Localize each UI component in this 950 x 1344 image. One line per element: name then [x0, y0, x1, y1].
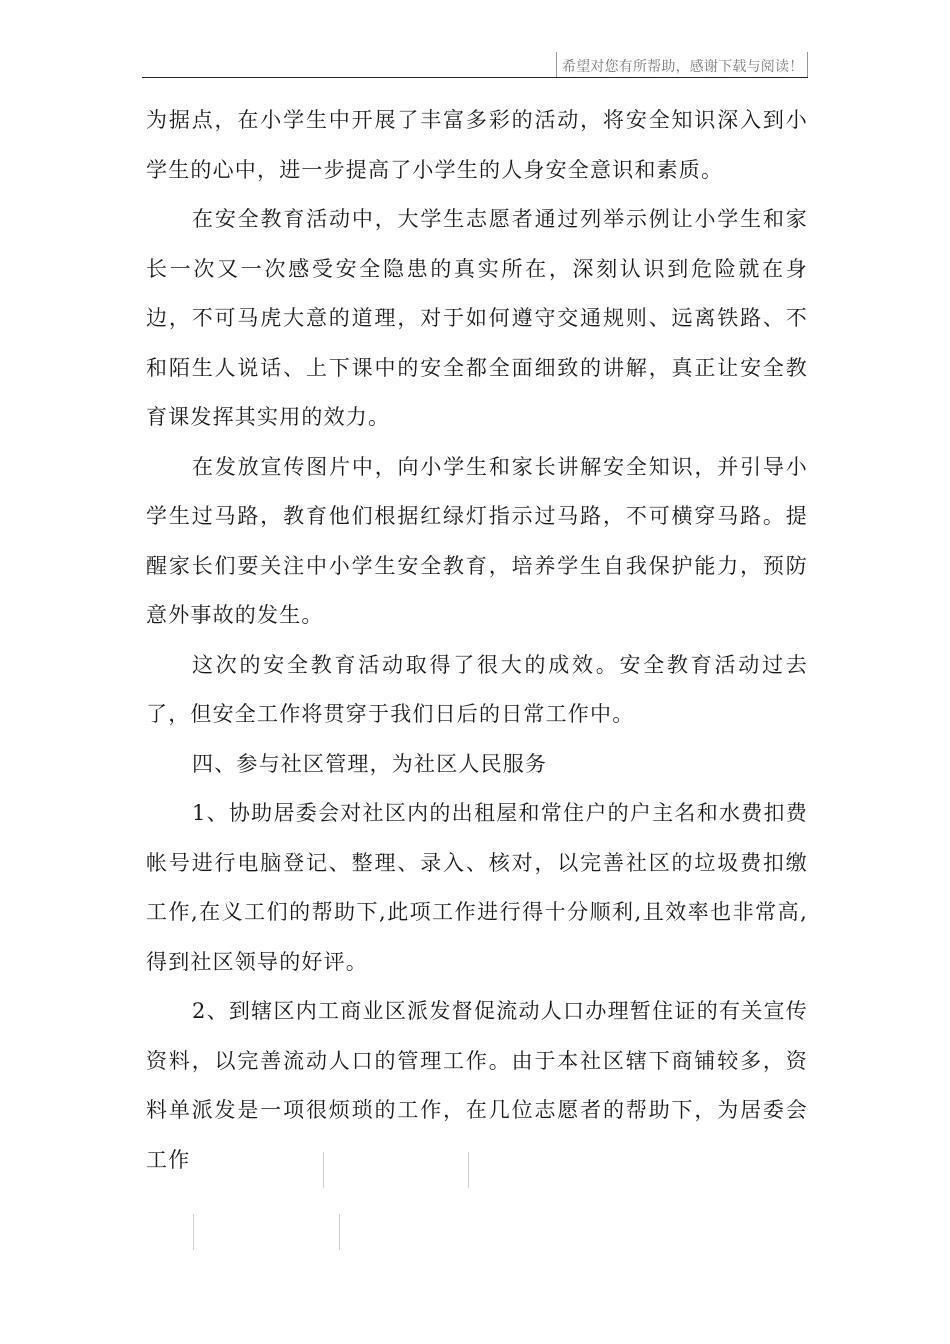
paragraph-2: 在安全教育活动中，大学生志愿者通过列举示例让小学生和家长一次又一次感受安全隐患的真实所在，深刻认识到危险就在身边，不可马虎大意的道理，对于如何遵守交通规则、远离铁路、不和陌生人说话、上下课中的安全都全面细致的讲解，真正让安全教育课发挥其实用的效力。 [146, 207, 808, 429]
header-note: 希望对您有所帮助，感谢下载与阅读！ [562, 59, 804, 75]
paragraph-3: 在发放宣传图片中，向小学生和家长讲解安全知识，并引导小学生过马路，教育他们根据红绿灯指示过马路，不可横穿马路。提醒家长们要关注中小学生安全教育，培养学生自我保护能力，预防意外事故的发生。 [146, 454, 808, 627]
paragraph-1: 为据点，在小学生中开展了丰富多彩的活动，将安全知识深入到小学生的心中，进一步提高了小学生的人身安全意识和素质。 [146, 108, 808, 182]
paragraph-5: 1、协助居委会对社区内的出租屋和常住户的户主名和水费扣费帐号进行电脑登记、整理、录入、核对，以完善社区的垃圾费扣缴工作,在义工们的帮助下,此项工作进行得十分顺利,且效率也非常高,得到社区领导的好评。 [146, 801, 808, 974]
document-body [146, 96, 808, 1185]
footer-fragment-line [468, 1152, 469, 1188]
footer-fragment-line [323, 1152, 324, 1188]
section-heading: 四、参与社区管理，为社区人民服务 [192, 751, 548, 776]
paragraph-6: 2、到辖区内工商业区派发督促流动人口办理暂住证的有关宣传资料，以完善流动人口的管理工作。由于本社区辖下商铺较多，资料单派发是一项很烦琐的工作，在几位志愿者的帮助下，为居委会工作 [146, 999, 808, 1172]
footer-fragment-line [193, 1214, 194, 1250]
header-rule [142, 77, 808, 78]
paragraph-4: 这次的安全教育活动取得了很大的成效。安全教育活动过去了，但安全工作将贯穿于我们日后的日常工作中。 [146, 652, 808, 726]
footer-fragment-line [339, 1214, 340, 1250]
